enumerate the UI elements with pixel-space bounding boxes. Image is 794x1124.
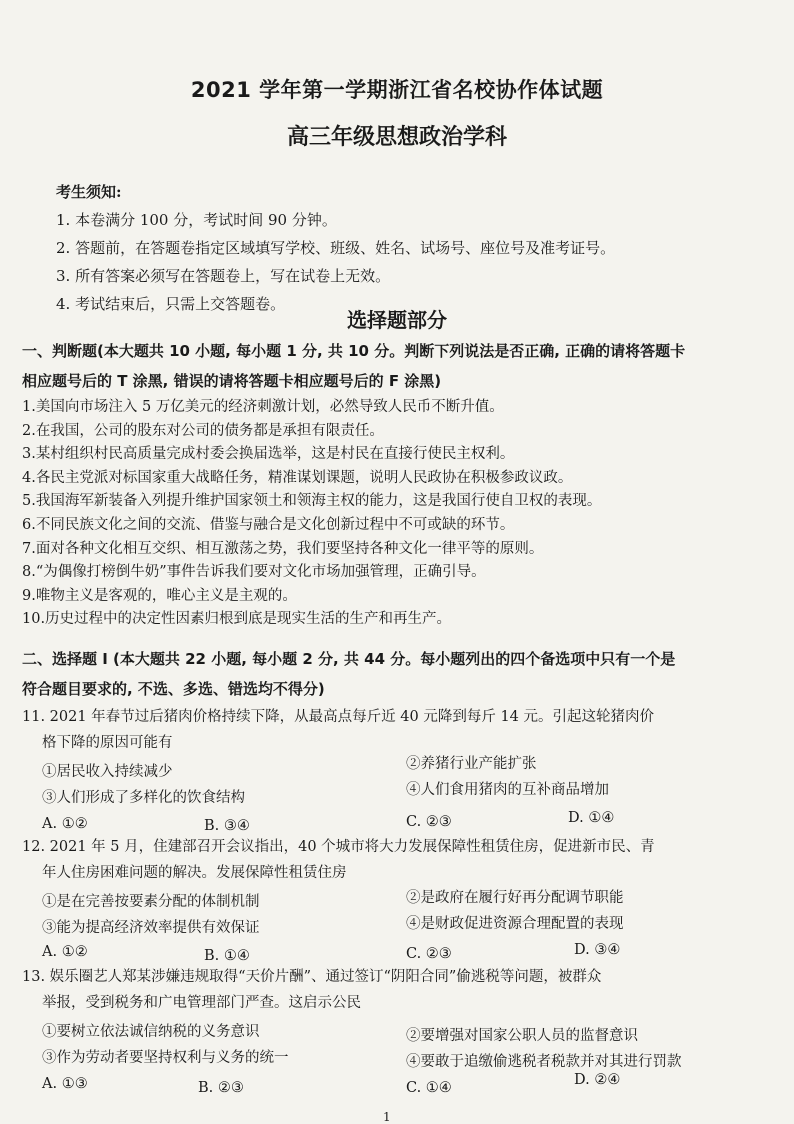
- option-item: ③人们形成了多样化的饮食结构: [42, 790, 245, 806]
- notice-item: 3. 所有答案必须写在答题卷上，写在试卷上无效。: [56, 267, 391, 285]
- choice-a: A. ①②: [42, 816, 88, 832]
- judgment-statements: [22, 396, 772, 632]
- exam-subject: 高三年级思想政治学科: [286, 125, 507, 150]
- part1-heading: 一、判断题(本大题共 10 小题, 每小题 1 分, 共 10 分。判断下列说法是否正确, 正确的请将答题卡 相应题号后的 T 涂黑, 错误的请将答题卡相应题号后的 F 涂黑): [22, 342, 686, 390]
- choice-b: B. ①④: [204, 948, 250, 964]
- choice-b: B. ③④: [204, 818, 250, 834]
- notice-item: 2. 答题前，在答题卷指定区域填写学校、班级、姓名、试场号、座位号及准考证号。: [56, 239, 616, 257]
- option-item: ③作为劳动者要坚持权利与义务的统一: [42, 1050, 289, 1066]
- option-item: ②是政府在履行好再分配调节职能: [406, 890, 624, 906]
- statement-item: 8.“为偶像打榜倒牛奶”事件告诉我们要对文化市场加强管理，正确引导。: [22, 564, 486, 581]
- choice-c: C. ①④: [406, 1080, 452, 1096]
- notice-item: 1. 本卷满分 100 分，考试时间 90 分钟。: [56, 211, 337, 229]
- question-stem: 11. 2021 年春节过后猪肉价格持续下降，从最高点每斤近 40 元降到每斤 14 元。引起这轮猪肉价 格下降的原因可能有: [22, 709, 655, 751]
- statement-item: 2.在我国，公司的股东对公司的债务都是承担有限责任。: [22, 422, 384, 439]
- answer-choices: [22, 1072, 772, 1098]
- statement-item: 10.历史过程中的决定性因素归根到底是现实生活的生产和再生产。: [22, 611, 452, 628]
- choice-a: A. ①②: [42, 944, 88, 960]
- statement-item: 3.某村组织村民高质量完成村委会换届选举，这是村民在直接行使民主权利。: [22, 446, 515, 463]
- choice-d: D. ①④: [568, 810, 615, 826]
- question-13: [22, 964, 772, 1098]
- notice-item: 4. 考试结束后，只需上交答题卷。: [56, 295, 286, 313]
- choice-c: C. ②③: [406, 814, 452, 830]
- statement-item: 9.唯物主义是客观的，唯心主义是主观的。: [22, 587, 297, 604]
- option-item: ④要敢于追缴偷逃税者税款并对其进行罚款: [406, 1054, 682, 1070]
- choice-c: C. ②③: [406, 946, 452, 962]
- choice-a: A. ①③: [42, 1076, 88, 1092]
- question-options: [22, 756, 772, 812]
- notice-heading: 考生须知:: [56, 183, 122, 201]
- choice-b: B. ②③: [198, 1080, 244, 1096]
- statement-item: 6.不同民族文化之间的交流、借鉴与融合是文化创新过程中不可或缺的环节。: [22, 516, 515, 533]
- statement-item: 5.我国海军新装备入列提升维护国家领土和领海主权的能力，这是我国行使自卫权的表现。: [22, 493, 602, 510]
- question-12: [22, 834, 772, 968]
- question-stem: 12. 2021 年 5 月，住建部召开会议指出，40 个城市将大力发展保障性租赁住房，促进新市民、青 年人住房困难问题的解决。发展保障性租赁住房: [22, 839, 655, 881]
- question-stem: 13. 娱乐圈艺人郑某涉嫌违规取得“天价片酬”、通过签订“阴阳合同”偷逃税等问题，被群众 举报，受到税务和广电管理部门严查。这启示公民: [22, 969, 602, 1011]
- option-item: ①居民收入持续减少: [42, 764, 173, 780]
- option-item: ④人们食用猪肉的互补商品增加: [406, 782, 609, 798]
- option-item: ①要树立依法诚信纳税的义务意识: [42, 1024, 260, 1040]
- candidate-notice: [56, 178, 615, 318]
- option-item: ②养猪行业产能扩张: [406, 756, 537, 772]
- question-11: [22, 704, 772, 838]
- section-title: 选择题部分: [347, 308, 447, 332]
- question-options: [22, 886, 772, 942]
- statement-item: 4.各民主党派对标国家重大战略任务，精准谋划课题，说明人民政协在积极参政议政。: [22, 469, 573, 486]
- part2-heading: 二、选择题 I (本大题共 22 小题, 每小题 2 分, 共 44 分。每小题列出的四个备选项中只有一个是 符合题目要求的, 不选、多选、错选均不得分): [22, 650, 676, 698]
- question-options: [22, 1016, 772, 1072]
- statement-item: 1.美国向市场注入 5 万亿美元的经济刺激计划，必然导致人民币不断升值。: [22, 399, 504, 415]
- option-item: ③能为提高经济效率提供有效保证: [42, 920, 260, 936]
- option-item: ②要增强对国家公职人员的监督意识: [406, 1028, 638, 1044]
- choice-d: D. ③④: [574, 942, 621, 958]
- option-item: ①是在完善按要素分配的体制机制: [42, 894, 260, 910]
- choice-d: D. ②④: [574, 1072, 621, 1088]
- exam-title: 2021 学年第一学期浙江省名校协作体试题: [190, 78, 604, 102]
- option-item: ④是财政促进资源合理配置的表现: [406, 916, 624, 932]
- statement-item: 7.面对各种文化相互交织、相互激荡之势，我们要坚持各种文化一律平等的原则。: [22, 540, 544, 557]
- page-number: 1: [383, 1110, 391, 1124]
